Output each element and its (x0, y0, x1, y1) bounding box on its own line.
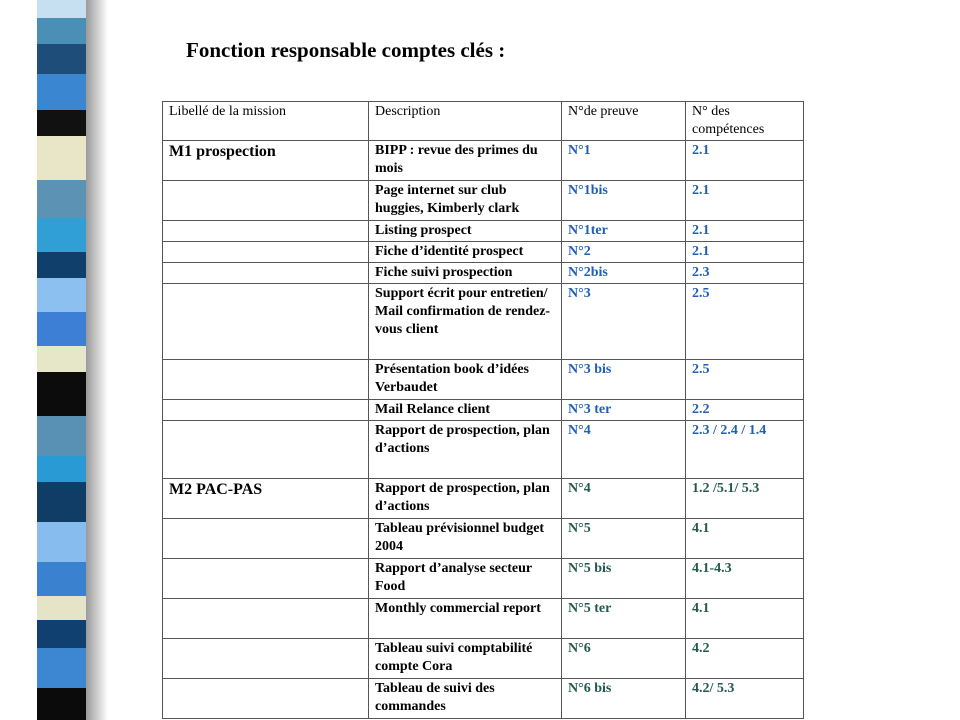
mission-cell (163, 599, 369, 639)
preuve-cell: N°5 (562, 519, 686, 559)
table-row (163, 639, 804, 679)
table-row (163, 559, 804, 599)
preuve-cell: N°6 bis (562, 679, 686, 719)
preuve-cell: N°4 (562, 421, 686, 479)
stripe-segment (37, 110, 86, 136)
description-cell: Page internet sur club huggies, Kimberly clark (369, 181, 562, 221)
table-row (163, 400, 804, 421)
stripe-segment (37, 0, 86, 18)
stripe-segment (37, 456, 86, 482)
competences-cell: 2.2 (686, 400, 804, 421)
competences-cell: 2.1 (686, 221, 804, 242)
preuve-cell: N°1 (562, 141, 686, 181)
mission-cell (163, 242, 369, 263)
mission-cell (163, 284, 369, 360)
mission-cell (163, 263, 369, 284)
mission-cell (163, 421, 369, 479)
stripe-shadow (86, 0, 108, 720)
stripe-segment (37, 562, 86, 596)
competences-cell: 2.3 (686, 263, 804, 284)
competences-cell: 4.1 (686, 519, 804, 559)
preuve-cell: N°3 (562, 284, 686, 360)
description-cell: Rapport de prospection, plan d’actions (369, 479, 562, 519)
table-row (163, 284, 804, 360)
preuve-cell: N°1bis (562, 181, 686, 221)
stripe-segment (37, 416, 86, 456)
competences-table (162, 101, 804, 719)
stripe-segment (37, 18, 86, 44)
description-cell: Présentation book d’idées Verbaudet (369, 360, 562, 400)
competences-cell: 2.1 (686, 141, 804, 181)
stripe-segment (37, 136, 86, 180)
table-row (163, 421, 804, 479)
stripe-segment (37, 596, 86, 620)
preuve-cell: N°6 (562, 639, 686, 679)
competences-cell: 2.5 (686, 284, 804, 360)
description-cell: Listing prospect (369, 221, 562, 242)
header-description: Description (369, 102, 562, 141)
page-title: Fonction responsable comptes clés : (186, 38, 506, 62)
mission-cell (163, 639, 369, 679)
description-cell: Rapport d’analyse secteur Food (369, 559, 562, 599)
table-row (163, 141, 804, 181)
description-cell: BIPP : revue des primes du mois (369, 141, 562, 181)
stripe-segment (37, 252, 86, 278)
competences-cell: 2.3 / 2.4 / 1.4 (686, 421, 804, 479)
description-cell: Fiche suivi prospection (369, 263, 562, 284)
stripe-segment (37, 312, 86, 346)
stripe-segment (37, 44, 86, 74)
description-cell: Rapport de prospection, plan d’actions (369, 421, 562, 479)
table-row (163, 679, 804, 719)
competences-cell: 2.1 (686, 181, 804, 221)
competences-cell: 4.2/ 5.3 (686, 679, 804, 719)
competences-cell: 4.1 (686, 599, 804, 639)
table-row (163, 519, 804, 559)
stripe-segment (37, 482, 86, 522)
description-cell: Mail Relance client (369, 400, 562, 421)
preuve-cell: N°2bis (562, 263, 686, 284)
preuve-cell: N°4 (562, 479, 686, 519)
competences-cell: 1.2 /5.1/ 5.3 (686, 479, 804, 519)
stripe-segment (37, 688, 86, 720)
mission-cell: M2 PAC-PAS (163, 479, 369, 519)
table-row (163, 479, 804, 519)
mission-cell (163, 519, 369, 559)
decorative-stripe (0, 0, 108, 720)
stripe-segment (37, 346, 86, 372)
table-row (163, 181, 804, 221)
description-cell: Monthly commercial report (369, 599, 562, 639)
mission-cell (163, 400, 369, 421)
header-competences: N° des compétences (686, 102, 804, 141)
header-preuve: N°de preuve (562, 102, 686, 141)
description-cell: Support écrit pour entretien/ Mail confirmation de rendez-vous client (369, 284, 562, 360)
stripe-segment (37, 180, 86, 218)
stripe-segment (37, 522, 86, 562)
table-row (163, 599, 804, 639)
mission-cell (163, 221, 369, 242)
preuve-cell: N°1ter (562, 221, 686, 242)
stripe-segment (37, 620, 86, 648)
stripe-segment (37, 372, 86, 416)
preuve-cell: N°2 (562, 242, 686, 263)
table-row (163, 360, 804, 400)
mission-cell (163, 360, 369, 400)
stripe-segment (37, 74, 86, 110)
preuve-cell: N°3 ter (562, 400, 686, 421)
table-header-row (163, 102, 804, 141)
competences-cell: 2.1 (686, 242, 804, 263)
table-row (163, 263, 804, 284)
stripe-segment (37, 278, 86, 312)
competences-cell: 2.5 (686, 360, 804, 400)
table-row (163, 242, 804, 263)
competences-cell: 4.2 (686, 639, 804, 679)
mission-cell (163, 679, 369, 719)
description-cell: Tableau suivi comptabilité compte Cora (369, 639, 562, 679)
description-cell: Tableau prévisionnel budget 2004 (369, 519, 562, 559)
mission-cell (163, 181, 369, 221)
header-mission: Libellé de la mission (163, 102, 369, 141)
competences-cell: 4.1-4.3 (686, 559, 804, 599)
description-cell: Fiche d’identité prospect (369, 242, 562, 263)
table-row (163, 221, 804, 242)
description-cell: Tableau de suivi des commandes (369, 679, 562, 719)
mission-cell: M1 prospection (163, 141, 369, 181)
preuve-cell: N°5 bis (562, 559, 686, 599)
preuve-cell: N°5 ter (562, 599, 686, 639)
stripe-segment (37, 218, 86, 252)
preuve-cell: N°3 bis (562, 360, 686, 400)
mission-cell (163, 559, 369, 599)
stripe-segment (37, 648, 86, 688)
